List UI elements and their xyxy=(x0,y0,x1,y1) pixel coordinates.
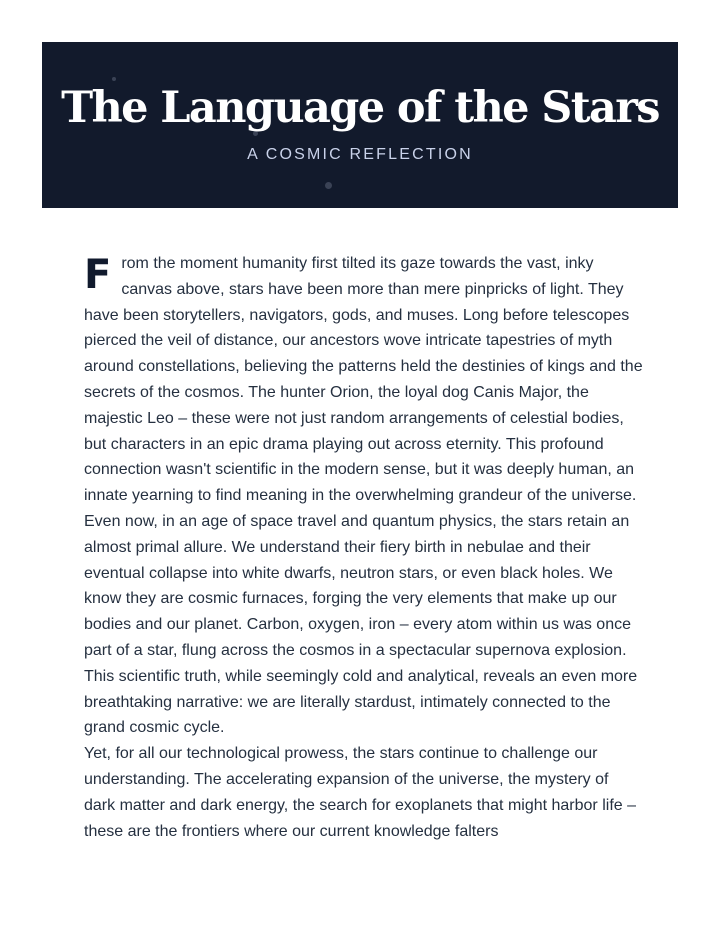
article-body xyxy=(84,251,644,844)
article-paragraph-2: Even now, in an age of space travel and quantum physics, the stars retain an almost primal allure. We understand their fiery birth in nebulae and their eventual collapse into white dwarfs, neutron stars, or even black holes. We know they are cosmic furnaces, forging the very elements that make up our bodies and our planet. Carbon, oxygen, iron – every atom within us was once part of a star, flung across the cosmos in a spectacular supernova explosion. This scientific truth, while seemingly cold and analytical, reveals an even more breathtaking narrative: we are literally stardust, intimately connected to the grand cosmic cycle. xyxy=(84,512,638,737)
drop-cap: F xyxy=(84,252,112,298)
paragraph-1-text: rom the moment humanity first tilted its gaze towards the vast, inky canvas above, stars have been more than mere pinpricks of light. They have been storytellers, navigators, gods, and muses. Long before telescopes pierced the veil of distance, our ancestors wove intricate tapestries of myth around constellations, believing the patterns held the destinies of kings and the secrets of the cosmos. The hunter Orion, the loyal dog Canis Major, the majestic Leo – these were not just random arrangements of celestial bodies, but characters in an epic drama playing out across eternity. This profound connection wasn't scientific in the modern sense, but it was deeply human, an innate yearning to find meaning in the overwhelming grandeur of the universe. xyxy=(84,255,643,505)
star-dot xyxy=(325,182,332,189)
star-dot xyxy=(112,77,116,81)
article-paragraph-1 xyxy=(84,251,644,509)
article-paragraph-3: Yet, for all our technological prowess, the stars continue to challenge our understanding. The accelerating expansion of the universe, the mystery of dark matter and dark energy, the search for exoplanets that might harbor life – these are the frontiers where our current knowledge falters xyxy=(84,745,636,840)
page-title: The Language of the Stars xyxy=(61,83,659,133)
header-banner xyxy=(42,42,678,208)
page-subtitle: A COSMIC REFLECTION xyxy=(247,146,473,163)
